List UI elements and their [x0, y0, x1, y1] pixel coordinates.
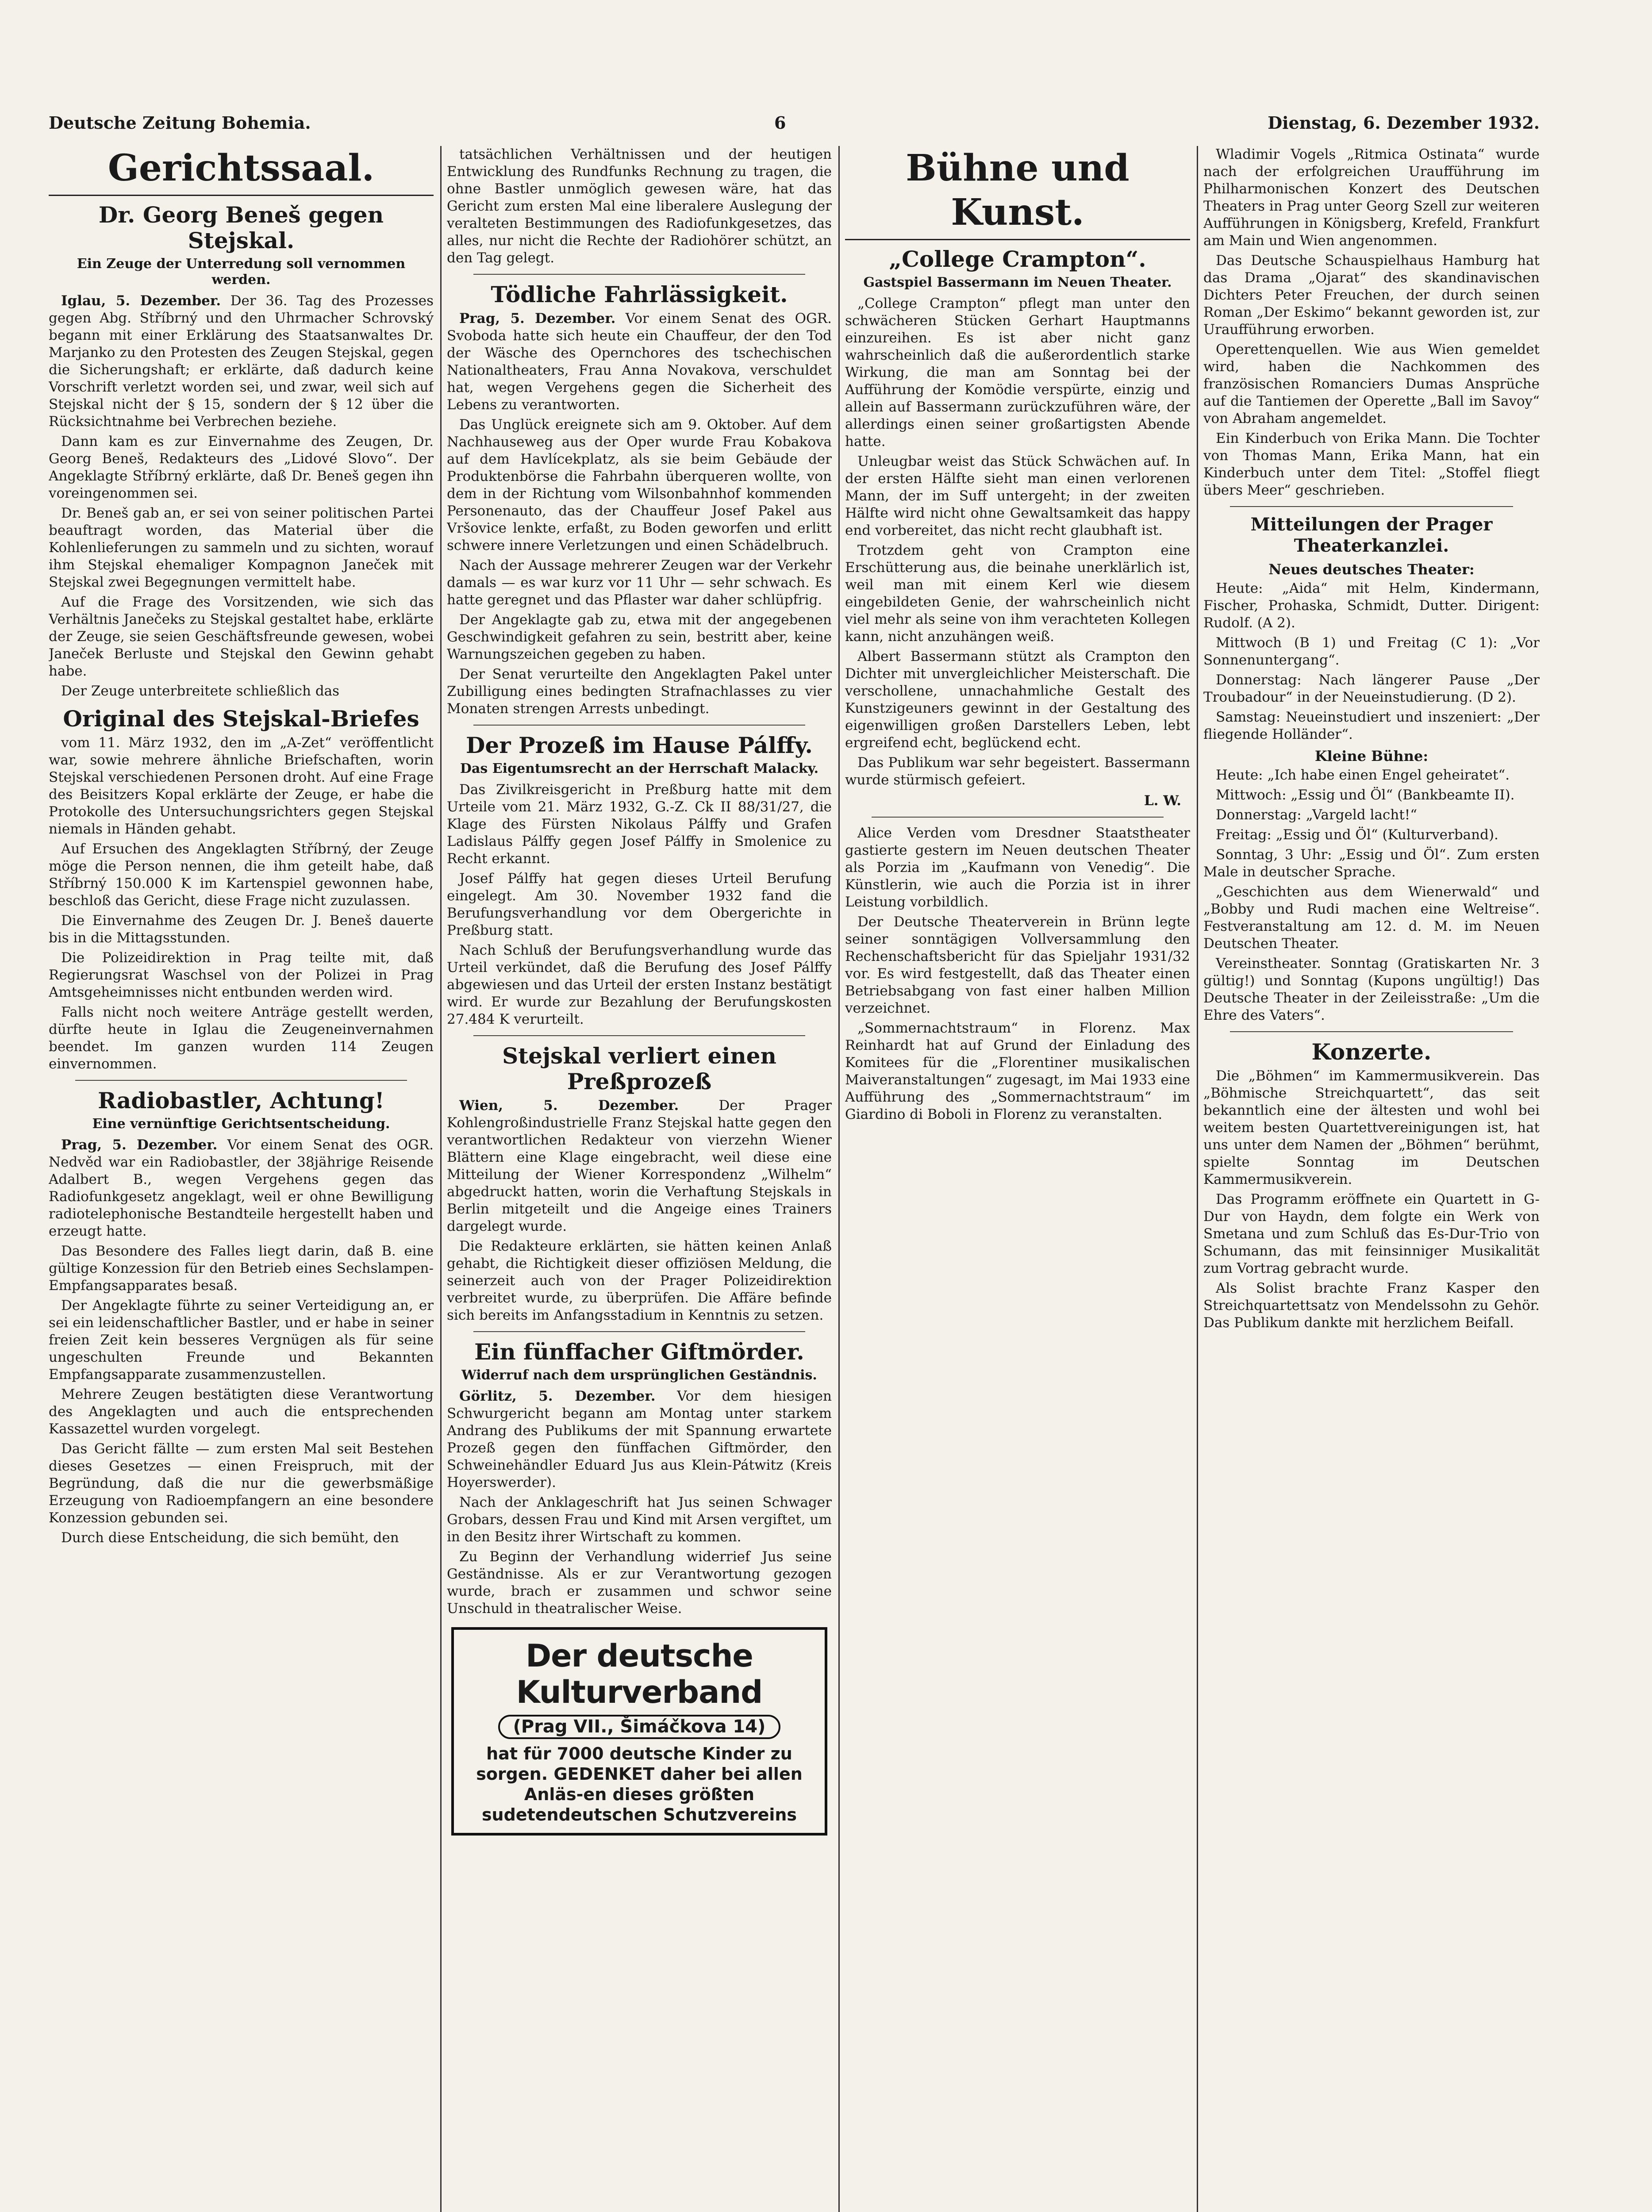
paragraph: Freitag: „Essig und Öl“ (Kulturverband).: [1216, 827, 1498, 843]
article-title: Ein fünffacher Giftmörder.: [474, 1339, 804, 1365]
paragraph: Das Zivilkreisgericht in Preßburg hatte mit dem Urteile vom 21. März 1932, G.-Z. Ck II 88/31/27, die Klage des Fürsten Nikolaus Pálffy und Grafen Ladislaus Pálffy gegen Josef Pálffy in Smolenice zu Recht erkannt.: [447, 782, 832, 867]
article-title: „College Crampton“.: [889, 246, 1146, 272]
dateline: Wien, 5. Dezember.: [459, 1098, 679, 1114]
paragraph: Mittwoch (B 1) und Freitag (C 1): „Vor Sonnenuntergang“.: [1203, 635, 1540, 668]
paragraph: Das Gericht fällte — zum ersten Mal seit Bestehen dieses Gesetzes — einen Freispruch, mit der Begründung, daß die nur die gewerbsmäßige Erzeugung von Radioempfangern an eine besondere Konzession gebunden sei.: [49, 1441, 434, 1526]
paragraph: Alice Verden vom Dresdner Staatstheater gastierte gestern im Neuen deutschen Theater als Porzia im „Kaufmann von Venedig“. Die Künstlerin, wie auch die Porzia ist in ihrer Leistung vorbildlich.: [845, 825, 1190, 910]
paragraph: Dann kam es zur Einvernahme des Zeugen, Dr. Georg Beneš, Redakteurs des „Lidové Slovo“. Der Angeklagte Stříbrný erklärte, daß Dr. Beneš gegen ihn voreingenommen sei.: [49, 434, 434, 501]
paragraph: Ein Kinderbuch von Erika Mann. Die Tochter von Thomas Mann, Erika Mann, hat ein Kinderbuch unter dem Titel: „Stoffel fliegt übers Meer“ geschrieben.: [1203, 430, 1540, 498]
column-rule: [1197, 146, 1198, 2212]
article-title: Original des Stejskal-Briefes: [63, 706, 419, 732]
subheading: Kleine Bühne:: [1314, 748, 1429, 764]
paragraph: Auf die Frage des Vorsitzenden, wie sich das Verhältnis Janečeks zu Stejskal gestaltet habe, erklärte der Zeuge, sie seien Geschäftsfreunde gewesen, wobei Janeček Berluste und Stejskal den Gewinn gehabt habe.: [49, 594, 434, 679]
paper-name: Deutsche Zeitung Bohemia.: [49, 113, 311, 133]
paragraph: Falls nicht noch weitere Anträge gestellt werden, dürfte heute in Iglau die Zeugeneinvernahmen beendet. Im ganzen wurden 114 Zeugen einvernommen.: [49, 1004, 434, 1072]
page-number: 6: [774, 113, 786, 133]
dateline: Görlitz, 5. Dezember.: [459, 1388, 656, 1404]
column-4: [1203, 146, 1540, 2212]
paragraph: Vereinstheater. Sonntag (Gratiskarten Nr. 3 gültig!) und Sonntag (Kupons ungültig!) Das Deutsche Theater in der Zeileisstraße: „Um die Ehre des Vaters“.: [1203, 956, 1540, 1023]
article-subtitle: Eine vernünftige Gerichtsentscheidung.: [92, 1116, 390, 1132]
paragraph: Durch diese Entscheidung, die sich bemüht, den: [61, 1530, 399, 1546]
masthead: [49, 113, 1540, 139]
paragraph: Mehrere Zeugen bestätigten diese Verantwortung des Angeklagten und auch die entsprechenden Kassazettel wurden vorgelegt.: [49, 1386, 434, 1437]
paragraph: Die Redakteure erklärten, sie hätten keinen Anlaß gehabt, die Richtigkeit dieser offiziösen Meldung, die seinerzeit auch von der Prager Polizeidirektion verbreitet wurde, zu überprüfen. Die Affäre befinde sich bereits im Anfangsstadium in Kenntnis zu setzen.: [447, 1238, 832, 1323]
paragraph: Das Unglück ereignete sich am 9. Oktober. Auf dem Nachhauseweg aus der Oper wurde Frau Kobakova auf dem Havlícekplatz, als sie beim Gebäude der Produktenbörse die Fahrbahn überqueren wollte, von dem in der Richtung vom Wilsonbahnhof kommenden Personenauto, das der Chauffeur Josef Pakel aus Vršovice lenkte, erfaßt, zu Boden geworfen und erlitt schwere innere Verletzungen und einen Schädelbruch.: [447, 417, 832, 553]
paragraph: Heute: „Ich habe einen Engel geheiratet“.: [1216, 767, 1510, 783]
paragraph: Wladimir Vogels „Ritmica Ostinata“ wurde nach der erfolgreichen Uraufführung im Philharmonischen Konzert des Deutschen Theaters in Prag unter Georg Szell zur weiteren Aufführungen in Königsberg, Krefeld, Frankfurt am Main und Wien angenommen.: [1203, 146, 1540, 249]
paragraph: Albert Bassermann stützt als Crampton den Dichter mit unvergleichlicher Meisterschaft. Die verschollene, unnachahmliche Gestalt des Kunstzigeuners gewinnt in der Gestaltung des eigenwilligen großen Darstellers Leben, lebt ergreifend echt, beglückend echt.: [845, 649, 1190, 751]
paragraph: Mittwoch: „Essig und Öl“ (Bankbeamte II).: [1216, 787, 1515, 803]
paragraph: Donnerstag: Nach längerer Pause „Der Troubadour“ in der Neueinstudierung. (D 2).: [1203, 672, 1540, 705]
paragraph: Vor dem hiesigen Schwurgericht begann am Montag unter starkem Andrang des Publikums der mit Spannung erwartete Prozeß gegen den fünffachen Giftmörder, den Schweinehändler Eduard Jus aus Klein-Pátwitz (Kreis Hoyerswerder).: [447, 1388, 832, 1490]
paragraph: Zu Beginn der Verhandlung widerrief Jus seine Geständnisse. Als er zur Verantwortung gezogen wurde, brach er zusammen und schwor seine Unschuld in theatralischer Weise.: [447, 1549, 832, 1617]
dateline: Prag, 5. Dezember.: [61, 1137, 218, 1153]
column-2: [447, 146, 832, 2212]
kulturverband-advertisement: [451, 1627, 827, 1836]
issue-date: Dienstag, 6. Dezember 1932.: [1268, 113, 1540, 133]
paragraph: Die Einvernahme des Zeugen Dr. J. Beneš dauerte bis in die Mittagsstunden.: [49, 913, 434, 946]
paragraph: Nach der Aussage mehrerer Zeugen war der Verkehr damals — es war kurz vor 11 Uhr — sehr schwach. Es hatte geregnet und das Pflaster war daher schlüpfrig.: [447, 557, 832, 608]
paragraph: Das Besondere des Falles liegt darin, daß B. eine gültige Konzession für den Betrieb eines Sechslampen-Empfangsapparates besaß.: [49, 1243, 434, 1294]
paragraph: Der Angeklagte führte zu seiner Verteidigung an, er sei ein leidenschaftlicher Bastler, und er habe in seiner freien Zeit kein besseres Vergnügen als für seine ungeschulten Freunde und Bekannten Empfangsapparate zusammenzustellen.: [49, 1298, 434, 1382]
column-rule: [838, 146, 840, 2212]
paragraph: Operettenquellen. Wie aus Wien gemeldet wird, haben die Nachkommen des französischen Romanciers Dumas Ansprüche auf die Tantiemen der Operette „Ball im Savoy“ von Abraham angemeldet.: [1203, 342, 1540, 426]
article-title: Mitteilungen der Prager Theaterkanzlei.: [1250, 514, 1493, 556]
column-1: [49, 146, 434, 2212]
paragraph: Die Polizeidirektion in Prag teilte mit, daß Regierungsrat Waschsel von der Polizei in Prag Amtsgeheimnisses nicht entbunden werden wird.: [49, 950, 434, 1000]
column-3: [845, 146, 1190, 2212]
article-subtitle: Das Eigentumsrecht an der Herrschaft Malacky.: [460, 761, 819, 776]
paragraph: „Sommernachtstraum“ in Florenz. Max Reinhardt hat auf Grund der Einladung des Komitees für die „Florentiner musikalischen Maiveranstaltungen“ zugesagt, im Mai 1933 eine Aufführung des „Sommernachtstraum“ im Giardino di Boboli in Florenz zu veranstalten.: [845, 1020, 1190, 1122]
article-title: Radiobastler, Achtung!: [98, 1087, 384, 1114]
paragraph: Unleugbar weist das Stück Schwächen auf. In der ersten Hälfte sieht man einen verlorenen Mann, der im Suff untergeht; in der zweiten Hälfte wird nicht ohne Gewaltsamkeit das happy end vorbereitet, das nicht recht glaubhaft ist.: [845, 453, 1190, 538]
paragraph: „College Crampton“ pflegt man unter den schwächeren Stücken Gerhart Hauptmanns einzureihen. Es ist aber nicht ganz wahrscheinlich daß die außerordentlich starke Wirkung, die man am Sonntag bei der Aufführung der Komödie verspürte, einzig und allein auf Bassermann zurückzuführen wäre, der allerdings einen seiner großartigsten Abende hatte.: [845, 296, 1190, 449]
paragraph: Der Angeklagte gab zu, etwa mit der angegebenen Geschwindigkeit gefahren zu sein, bestritt aber, keine Warnungszeichen gegeben zu haben.: [447, 612, 832, 662]
article-title: Tödliche Fahrlässigkeit.: [491, 281, 788, 307]
paragraph: Als Solist brachte Franz Kasper den Streichquartettsatz von Mendelssohn zu Gehör. Das Publikum dankte mit herzlichem Beifall.: [1203, 1280, 1540, 1331]
article-subtitle: Widerruf nach dem ursprünglichen Geständnis.: [461, 1367, 817, 1383]
article-title: Konzerte.: [1311, 1039, 1432, 1065]
divider: [872, 817, 1164, 818]
ad-address: (Prag VII., Šimáčkova 14): [498, 1715, 781, 1739]
paragraph: Dr. Beneš gab an, er sei von seiner politischen Partei beauftragt worden, das Material über die Kohlenlieferungen zu sammeln und zu sichten, worauf ihm Stejskal ehemaliger Kompagnon Janeček mit Stejskal zwei Begegnungen vermittelt habe.: [49, 505, 434, 590]
article-title: Dr. Georg Beneš gegen Stejskal.: [98, 202, 384, 253]
article-subtitle: Gastspiel Bassermann im Neuen Theater.: [863, 275, 1172, 290]
column-rule: [440, 146, 442, 2212]
ad-title: Der deutsche Kulturverband: [516, 1638, 763, 1710]
paragraph: Vor einem Senat des OGR. Nedvěd war ein Radiobastler, der 38jährige Reisende Adalbert B., wegen Vergehens gegen das Radiofunkgesetz angeklagt, weil er ohne Bewilligung radiotelephonische Bestandteile hergestellt haben und erzeugt hatte.: [49, 1137, 434, 1239]
divider: [473, 274, 805, 275]
divider: [75, 1080, 407, 1081]
paragraph: Auf Ersuchen des Angeklagten Stříbrný, der Zeuge möge die Person nennen, die ihm geteilt habe, daß Stříbrný 150.000 K im Kartenspiel gewonnen habe, beschloß das Gericht, diese Frage nicht zuzulassen.: [49, 841, 434, 909]
section-title-buehne: Bühne und Kunst.: [845, 146, 1190, 240]
paragraph: Donnerstag: „Vargeld lacht!“: [1216, 807, 1418, 823]
paragraph: vom 11. März 1932, den im „A-Zet“ veröffentlicht war, sowie mehrere ähnliche Briefschaften, worin Stejskal verschiedenen Personen droht. Auf eine Frage des Beisitzers Kopal erklärte der Zeuge, er habe die Protokolle des Untersuchungsrichters gegen Stejskal niemals in Händen gehabt.: [49, 735, 434, 837]
paragraph: „Geschichten aus dem Wienerwald“ und „Bobby und Rudi machen eine Weltreise“. Festveranstaltung am 12. d. M. im Neuen Deutschen Theater.: [1203, 884, 1540, 952]
paragraph: Nach Schluß der Berufungsverhandlung wurde das Urteil verkündet, daß die Berufung des Josef Pálffy abgewiesen und das Urteil der ersten Instanz bestätigt wird. Er wurde zur Bezahlung der Berufungskosten 27.484 K verurteilt.: [447, 942, 832, 1027]
subheading: Neues deutsches Theater:: [1268, 561, 1475, 578]
paragraph: Der Deutsche Theaterverein in Brünn legte seiner sonntägigen Vollversammlung den Rechenschaftsbericht für das Spieljahr 1931/32 vor. Es wird festgestellt, daß das Theater einen Betriebsabgang von fast einer halben Million verzeichnet.: [845, 914, 1190, 1016]
paragraph: Trotzdem geht von Crampton eine Erschütterung aus, die beinahe unerklärlich ist, weil man mit einem Kerl wie diesem eingebildeten Genie, der wahrscheinlich nicht viel mehr als seine von ihm verachteten Kollegen kann, nicht anzuhängen weiß.: [845, 542, 1190, 645]
paragraph: Das Programm eröffnete ein Quartett in G-Dur von Haydn, dem folgte ein Werk von Smetana und zum Schluß das Es-Dur-Trio von Schumann, das mit feinsinniger Musikalität zum Vortrag gebracht wurde.: [1203, 1191, 1540, 1276]
paragraph: Nach der Anklageschrift hat Jus seinen Schwager Grobars, dessen Frau und Kind mit Arsen vergiftet, um in den Besitz ihrer Wirtschaft zu kommen.: [447, 1494, 832, 1545]
dateline: Prag, 5. Dezember.: [459, 311, 616, 326]
paragraph: Der Senat verurteilte den Angeklagten Pakel unter Zubilligung eines bedingten Strafnachlasses zu vier Monaten strengen Arrests unbedingt.: [447, 666, 832, 717]
divider: [1230, 506, 1513, 507]
newspaper-page: [49, 146, 1540, 2212]
paragraph: Der Prager Kohlengroßindustrielle Franz Stejskal hatte gegen den verantwortlichen Redakteur von vierzehn Wiener Blättern eine Klage eingebracht, weil diese eine Mitteilung der Wiener Korrespondenz „Wilhelm“ abgedruckt hatten, worin die Verhaftung Stejskals in Berlin mitgeteilt und die Angeige eines Trainers dargelegt wurde.: [447, 1098, 832, 1234]
divider: [1230, 1031, 1513, 1032]
paragraph: Das Publikum war sehr begeistert. Bassermann wurde stürmisch gefeiert.: [845, 755, 1190, 788]
divider: [473, 1035, 805, 1036]
article-title: Der Prozeß im Hause Pálffy.: [466, 732, 813, 758]
section-title-gerichtssaal: Gerichtssaal.: [49, 146, 434, 196]
paragraph: Das Deutsche Schauspielhaus Hamburg hat das Drama „Ojarat“ des skandinavischen Dichters Peter Freuchen, der durch seinen Roman „Der Eskimo“ bekannt geworden ist, zur Uraufführung erworben.: [1203, 253, 1540, 338]
paragraph: Der Zeuge unterbreitete schließlich das: [61, 683, 340, 699]
paragraph: Der 36. Tag des Prozesses gegen Abg. Stříbrný und den Uhrmacher Schrovský begann mit einer Erklärung des Staatsanwaltes Dr. Marjanko zu den Protesten des Zeugen Stejskal, gegen die Sicherungshaft; er erklärte, daß dadurch keine Vorschrift verletzt worden sei, und zwar, weil sich auf Stejskal nicht der § 15, sondern der § 12 über die Rücksichtnahme bei Verbrechen beziehe.: [49, 293, 434, 430]
article-title: Stejskal verliert einen Preßprozeß: [502, 1043, 776, 1094]
paragraph: Josef Pálffy hat gegen dieses Urteil Berufung eingelegt. Am 30. November 1932 fand die Berufungsverhandlung vor dem Obergerichte in Preßburg statt.: [447, 871, 832, 938]
article-subtitle: Ein Zeuge der Unterredung soll vernommen werden.: [77, 256, 406, 288]
paragraph: Die „Böhmen“ im Kammermusikverein. Das „Böhmische Streichquartett“, das seit bekanntlich eine der ältesten und wohl bei weitem besten Quartettvereinigungen ist, hat uns unter dem Namen der „Böhmen“ berühmt, spielte Sonntag im Deutschen Kammermusikverein.: [1203, 1068, 1540, 1187]
ad-body: hat für 7000 deutsche Kinder zu sorgen. GEDENKET daher bei allen Anläs-en dieses größten sudetendeutschen Schutzvereins: [476, 1744, 803, 1824]
paragraph: Vor einem Senat des OGR. Svoboda hatte sich heute ein Chauffeur, der den Tod der Wäsche des Opernchores des tschechischen Nationaltheaters, Frau Anna Novakova, verschuldet hat, wegen Vergehens gegen die Sicherheit des Lebens zu verantworten.: [447, 311, 832, 413]
divider: [473, 725, 805, 726]
paragraph: Heute: „Aida“ mit Helm, Kindermann, Fischer, Prohaska, Schmidt, Dutter. Dirigent: Rudolf. (A 2).: [1203, 580, 1540, 631]
paragraph: Sonntag, 3 Uhr: „Essig und Öl“. Zum ersten Male in deutscher Sprache.: [1203, 847, 1540, 880]
dateline: Iglau, 5. Dezember.: [61, 293, 221, 309]
paragraph: Samstag: Neueinstudiert und inszeniert: „Der fliegende Holländer“.: [1203, 709, 1540, 742]
divider: [473, 1331, 805, 1332]
author-signature: L. W.: [1144, 793, 1181, 809]
paragraph: tatsächlichen Verhältnissen und der heutigen Entwicklung des Rundfunks Rechnung zu tragen, die ohne Bastler unmöglich gewesen wäre, hat das Gericht zum ersten Mal eine liberalere Auslegung der veralteten Bestimmungen des Radiofunkgesetzes, das alles, nur nicht die Rechte der Radiohörer schützt, an den Tag gelegt.: [447, 146, 832, 266]
